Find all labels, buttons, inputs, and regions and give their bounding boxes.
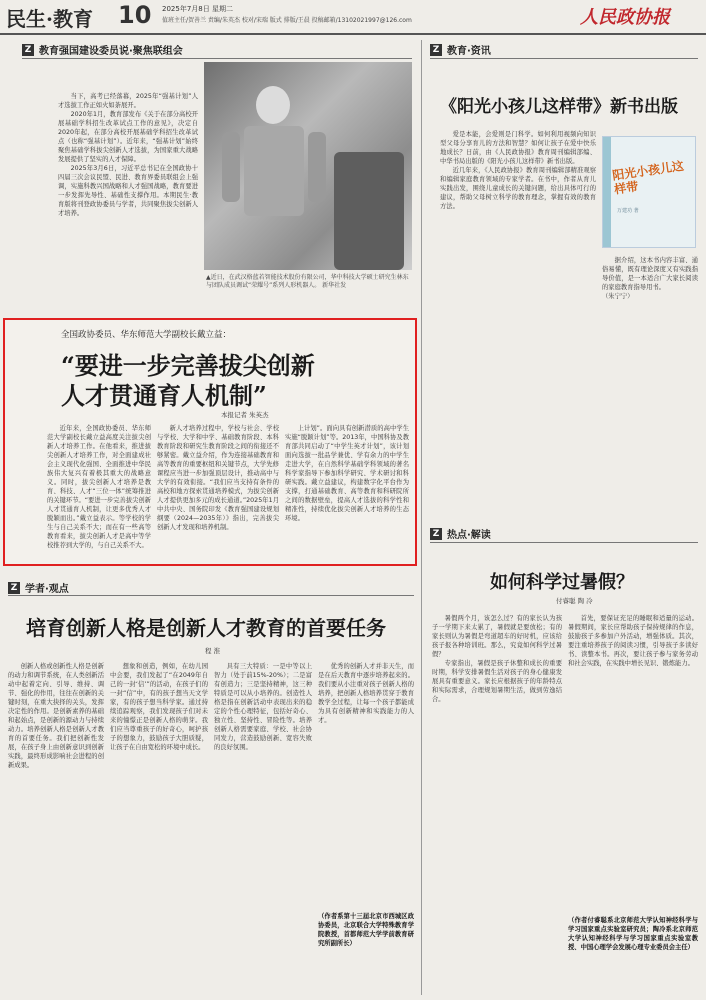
section-tag-left-bottom — [8, 580, 69, 595]
masthead-rule — [0, 33, 706, 35]
opinion-byline: 程 淮 — [205, 647, 221, 655]
hot-paragraph: 暑假两个月，该怎么过？有的家长认为孩子一学期下来太累了，暑假就是要放松；有的家长则认为暑假是弯道超车的好时机，应该给孩子报各种培训班。那么，究竟如何科学过暑假？ — [432, 615, 562, 658]
robot-body-shape — [244, 126, 304, 216]
hot-byline: 付睿聪 陶 冷 — [556, 597, 593, 605]
section-tag-label: 热点·解读 — [447, 530, 491, 541]
news-headline: 《阳光小孩儿这样带》新书出版 — [440, 97, 678, 117]
masthead — [0, 0, 706, 34]
opinion-author-note: （作者系第十三届北京市西城区政协委员，北京联合大学特殊教育学院教授，首都师范大学学前教育研究所副所长） — [318, 913, 414, 947]
section-rule — [8, 595, 414, 596]
section-tag-label: 教育强国建设委员说·聚焦联组会 — [39, 46, 183, 57]
opinion-column-4 — [318, 662, 414, 992]
book-cover-author: 万建功 著 — [617, 208, 639, 214]
opinion-headline: 培育创新人格是创新人才教育的首要任务 — [26, 616, 386, 640]
news-body-right — [602, 256, 698, 518]
section-tag-left-top — [22, 42, 183, 57]
z-logo-icon: Z — [8, 582, 20, 594]
book-cover-image — [602, 136, 696, 248]
paper-logo: 人民政协报 — [580, 7, 670, 28]
section-tag-right-bottom — [430, 526, 491, 541]
feature-byline: 本报记者 朱英杰 — [221, 411, 269, 419]
intro-paragraph: 2025年3月6日，习近平总书记在全国政协十四届三次会议民盟、民进、教育界委员联组会上强调，实施科教兴国战略和人才强国战略，教育要进一步发挥先导性、基础性支撑作用。本期民生·教育版将刊登政协委员与学者，共同聚焦拔尖创新人才培养。 — [58, 165, 198, 217]
news-source: （朱宁宁） — [602, 293, 634, 300]
opinion-column-1: 创新人格或创新性人格是创新的动力和调节系统，在人类创新活动中起着定向、引导、维持、调节、强化的作用，往往在创新的关键时刻，在重大抉择的关头，发挥决定性的作用。是创新素养的基础和起始点，是创新的源动力与持续动力。培养创新人格是创新人才教育的首要任务。我们把创新性发展，在孩子身上由创新意识到创新实践，最终形成影响社会进程的创新成果。 — [8, 663, 104, 769]
intro-paragraph: 当下，高考已经落幕，2025年“强基计划”人才选拔工作正如火如荼展开。 — [58, 93, 198, 109]
section-rule — [430, 542, 698, 543]
book-cover-title: 阳光小孩儿这样带 — [611, 158, 685, 197]
feature-interview-box — [3, 318, 417, 566]
book-spine — [603, 137, 611, 247]
section-rule — [430, 58, 698, 59]
opinion-column-3: 具有三大特质：一是中等以上智力（处于前15%-20%）；二是富有创造力；三是坚持精神，这三种特质是可以从小培养的。创造性人格是指在创新活动中表现出来的稳定的个性心理特征，包括好奇心、独立性、坚持性、冒险性等。培养创新人格需要家庭、学校、社会协同发力，营造鼓励创新、宽容失败的良好氛围。 — [214, 663, 312, 751]
page-number: 10 — [118, 1, 152, 29]
news-body-left — [440, 130, 596, 518]
news-paragraph: 近几年来，《人民政协报》教育周刊编辑部精准观察和编辑家庭教育领域的专家学者。在书中，作者从育儿实践出发，围绕儿童成长的关键问题，给出具体可行的建议，帮助父母树立科学的教育理念，掌握有效的教育方法。 — [440, 167, 596, 210]
hot-paragraph: 专家指出，暑假是孩子休整和成长的重要时期，科学安排暑假生活对孩子的身心健康发展具有重要意义。家长应根据孩子的年龄特点和实际需求，合理规划暑期生活，做到劳逸结合。 — [432, 660, 562, 703]
photo-caption: ▲近日，在武汉格蓝若智能技术股份有限公司，华中科技大学硕士研究生林东与团队成员调试“荣耀号”系列人形机器人。 新华社发 — [206, 274, 409, 289]
person-shape — [334, 152, 404, 270]
feature-kicker: 全国政协委员、华东师范大学副校长戴立益： — [61, 330, 232, 340]
hot-headline: 如何科学过暑假？ — [490, 572, 634, 593]
feature-headline-line2: 人才贯通育人机制” — [61, 381, 267, 410]
opinion-column-4-text: 优秀的创新人才并非天生，而是在后天教育中逐步培养起来的。我们要从小注重对孩子创新人格的培养，把创新人格培养贯穿于教育教学全过程，让每一个孩子都能成为具有创新精神和实践能力的人才。 — [318, 663, 414, 724]
section-tag-label: 教育·资讯 — [447, 46, 491, 57]
column-divider — [421, 40, 422, 995]
hot-body-right — [568, 614, 698, 994]
section-tag-label: 学者·观点 — [25, 584, 69, 595]
robot-arm-shape — [222, 132, 240, 202]
news-paragraph: 据介绍，这本书内容丰富、通俗易懂，既有理论深度又有实践指导价值，是一本适合广大家长阅读的家庭教育指导用书。 — [602, 257, 698, 291]
feature-column-2: 新人才培养过程中，学校与社会、学校与学校、大学和中学、基础教育阶段、本科教育阶段和研究生教育阶段之间的衔接还不够紧密。戴立益介绍，作为连接基础教育和高等教育的重要枢纽和关键节点，大学先修课程应当进一步加强顶层设计，推动高中与大学的有效衔接。“我们应当支持有条件的高校和地方探索贯通培养模式，为拔尖创新人才提供更加多元的成长通道。”2025年1月中共中央、国务院印发《教育强国建设规划纲要（2024—2035年）》指出，完善拔尖创新人才发现和培养机制。 — [157, 425, 279, 531]
hot-body-left — [432, 614, 562, 994]
opinion-column-2: 想象和创造，例如，在幼儿园中会要，我们发起了“在2049年自己的一封‘信’”的活动，在孩子们的一封“信”中，有的孩子想当天文学家，有的孩子想当科学家。通过持续追踪观察，我们发现孩子们对未来的憧憬正是创新人格的萌芽。我们应当尊重孩子的好奇心，呵护孩子的想象力，鼓励孩子大胆质疑，让孩子在自由宽松的环境中成长。 — [110, 663, 208, 751]
intro-text — [58, 92, 198, 252]
news-paragraph: 爱是本能，会爱则是门科学。如何利用视频向知识型父母分享育儿的方法和智慧？如何让孩子在爱中快乐地成长？日前，由《人民政协报》教育周刊编辑部编、中华书局出版的《阳光小孩儿这样带》新书出版。 — [440, 131, 596, 165]
robot-head-shape — [256, 86, 290, 124]
z-logo-icon: Z — [430, 44, 442, 56]
feature-column-3: 上计划”。面向具有创新潜质的高中学生实施“脱颖计划”等。2013年，中国科协及教育部共同启动了“中学生英才计划”，该计划面向选拔一批品学兼优、学有余力的中学生走进大学，在自然科学基础学科领域的著名科学家指导下参加科学研究、学术研讨和科研实践。戴立益建议，构建数字化平台作为支撑，打通基础教育、高等教育和科研院所之间的数据壁垒，提高人才选拔的科学性和精准性，持续优化拔尖创新人才培养的生态环境。 — [285, 425, 409, 522]
z-logo-icon: Z — [22, 44, 34, 56]
section-title: 民生·教育 — [6, 7, 93, 31]
robot-arm-shape — [308, 132, 326, 202]
feature-column-1: 近年来，全国政协委员、华东师范大学副校长戴立益高度关注拔尖创新人才培养工作。在他看来，推进拔尖创新人才培养工作，对全面建成社会主义现代化强国、全面推进中华民族伟大复兴有着极其重大的战略意义。同时，拔尖创新人才培养是教育、科技、人才“三位一体”统筹推进的关键环节。“要进一步完善拔尖创新人才贯通育人机制，让更多优秀人才脱颖而出。”戴立益表示。等学校的学生与自己关系不大；而在有一些高等教育看来，拔尖创新人才是高中等学校推荐到大学的，与自己关系不大。 — [47, 425, 151, 549]
robot-photo — [204, 62, 412, 270]
feature-headline-line1: “要进一步完善拔尖创新 — [61, 351, 315, 380]
section-tag-right-top — [430, 42, 491, 57]
editor-credits: 值班主任/贺善兰 责编/朱英杰 校对/宋瑞 版式 排版/王晨 投稿邮箱/13102021997@126.com — [162, 17, 412, 24]
z-logo-icon: Z — [430, 528, 442, 540]
section-rule — [22, 58, 412, 59]
intro-paragraph: 2020年1月，教育部发布《关于在部分高校开展基础学科招生改革试点工作的意见》，决定自2020年起，在部分高校开展基础学科招生改革试点（也称“强基计划”）。近年来，“强基计划”始终聚焦基础学科拔尖创新人才选拔，为国家重大战略发展提供了坚实的人才保障。 — [58, 111, 198, 163]
hot-paragraph: 首先，要保证充足的睡眠和适量的运动。暑假期间，家长应帮助孩子保持规律的作息，鼓励孩子多参加户外活动，增强体质。其次，要注重培养孩子的阅读习惯，引导孩子多读好书、读整本书。再次，要让孩子参与家务劳动和社会实践，在实践中增长见识、锻炼能力。 — [568, 615, 698, 667]
issue-date: 2025年7月8日 星期二 — [162, 5, 233, 13]
hot-author-note: （作者付睿聪系北京师范大学认知神经科学与学习国家重点实验室研究员；陶冷系北京师范大学认知神经科学与学习国家重点实验室教授、中国心理学会发展心理专业委员会主任） — [568, 917, 698, 951]
